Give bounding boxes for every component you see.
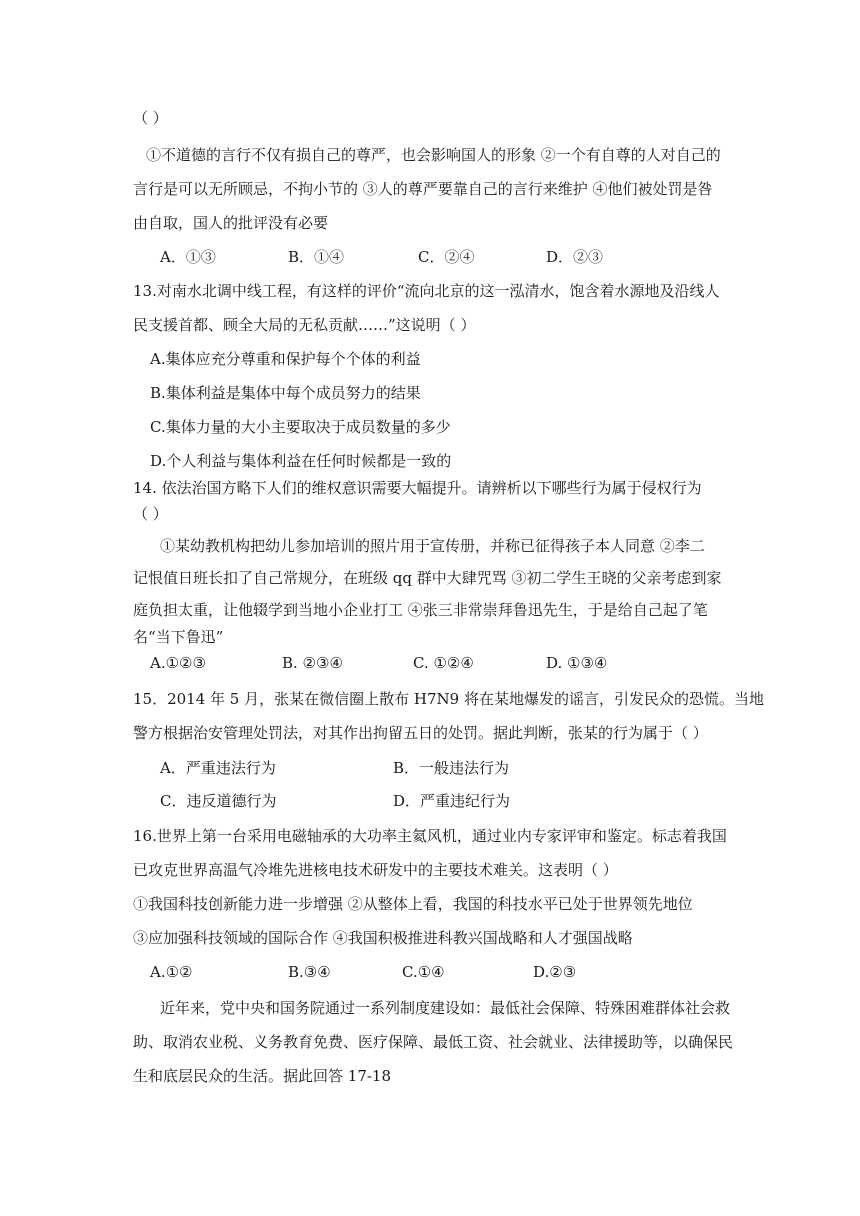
q14-stem-line-1: 14. 依法治国方略下人们的维权意识需要大幅提升。请辨析以下哪些行为属于侵权行为 — [133, 479, 702, 497]
q14-stem-line-2: （ ） — [133, 505, 168, 523]
q15-option-a: A．严重违法行为 — [160, 759, 276, 777]
passage-line-2: 助、取消农业税、义务教育免费、医疗保障、最低工资、社会就业、法律援助等，以确保民 — [133, 1033, 734, 1051]
q14-stem-line-5: 庭负担太重，让他辍学到当地小企业打工 ④张三非常崇拜鲁迅先生，于是给自己起了笔 — [133, 601, 708, 619]
q16-stem-line-1: 16.世界上第一台采用电磁轴承的大功率主氦风机，通过业内专家评审和鉴定。标志着我国 — [133, 827, 727, 845]
q14-stem-line-4: 记恨值日班长扣了自己常规分，在班级 qq 群中大肆咒骂 ③初二学生王晓的父亲考虑到家 — [133, 569, 722, 587]
q13-stem-line-2: 民支援首都、顾全大局的无私贡献……”这说明（ ） — [133, 316, 476, 334]
q14-stem-line-3: ①某幼教机构把幼儿参加培训的照片用于宣传册，并称已征得孩子本人同意 ②李二 — [160, 537, 705, 555]
q12-stem-line-3: 由自取，国人的批评没有必要 — [133, 214, 329, 232]
q15-option-c: C．违反道德行为 — [160, 792, 277, 810]
q12-stem-line-2: 言行是可以无所顾忌，不拘小节的 ③人的尊严要靠自己的言行来维护 ④他们被处罚是咎 — [133, 180, 713, 198]
passage-line-3: 生和底层民众的生活。据此回答 17-18 — [133, 1067, 392, 1085]
q16-stem-line-3: ①我国科技创新能力进一步增强 ②从整体上看，我国的科技水平已处于世界领先地位 — [133, 895, 693, 913]
q13-option-d: D.个人利益与集体利益在任何时候都是一致的 — [150, 452, 452, 470]
q16-option-c: C.①④ — [402, 963, 445, 981]
q15-option-b: B．一般违法行为 — [393, 759, 510, 777]
q13-stem-line-1: 13.对南水北调中线工程，有这样的评价“流向北京的这一泓清水，饱含着水源地及沿线人 — [133, 282, 720, 300]
q16-stem-line-4: ③应加强科技领域的国际合作 ④我国积极推进科教兴国战略和人才强国战略 — [133, 929, 633, 947]
q16-option-b: B.③④ — [288, 963, 331, 981]
q16-stem-line-2: 已攻克世界高温气冷堆先进核电技术研发中的主要技术难关。这表明（ ） — [133, 861, 618, 879]
q16-option-d: D.②③ — [533, 963, 577, 981]
q14-option-b: B. ②③④ — [282, 654, 343, 672]
q14-stem-line-6: 名“当下鲁迅” — [133, 628, 224, 646]
q13-option-b: B.集体利益是集体中每个成员努力的结果 — [150, 384, 421, 402]
q12-option-d: D．②③ — [546, 248, 604, 266]
q14-option-d: D. ①③④ — [546, 654, 608, 672]
q15-stem-line-2: 警方根据治安管理处罚法，对其作出拘留五日的处罚。据此判断，张某的行为属于（ ） — [133, 724, 708, 742]
q14-option-c: C. ①②④ — [413, 654, 474, 672]
q15-option-d: D．严重违纪行为 — [393, 792, 511, 810]
q12-option-a: A．①③ — [160, 248, 216, 266]
passage-line-1: 近年来，党中央和国务院通过一系列制度建设如：最低社会保障、特殊困难群体社会救 — [160, 999, 731, 1017]
q12-stem-line-1: ①不道德的言行不仅有损自己的尊严，也会影响国人的形象 ②一个有自尊的人对自己的 — [146, 146, 721, 164]
q12-option-b: B．①④ — [288, 248, 345, 266]
q16-option-a: A.①② — [150, 963, 193, 981]
q15-stem-line-1: 15．2014 年 5 月，张某在微信圈上散布 H7N9 将在某地爆发的谣言，引发民众的恐慌。当地 — [133, 690, 764, 708]
q13-option-c: C.集体力量的大小主要取决于成员数量的多少 — [150, 418, 451, 436]
q12-paren: （ ） — [133, 109, 168, 127]
q14-option-a: A.①②③ — [150, 654, 206, 672]
q13-option-a: A.集体应充分尊重和保护每个个体的利益 — [150, 350, 421, 368]
q12-option-c: C．②④ — [418, 248, 475, 266]
